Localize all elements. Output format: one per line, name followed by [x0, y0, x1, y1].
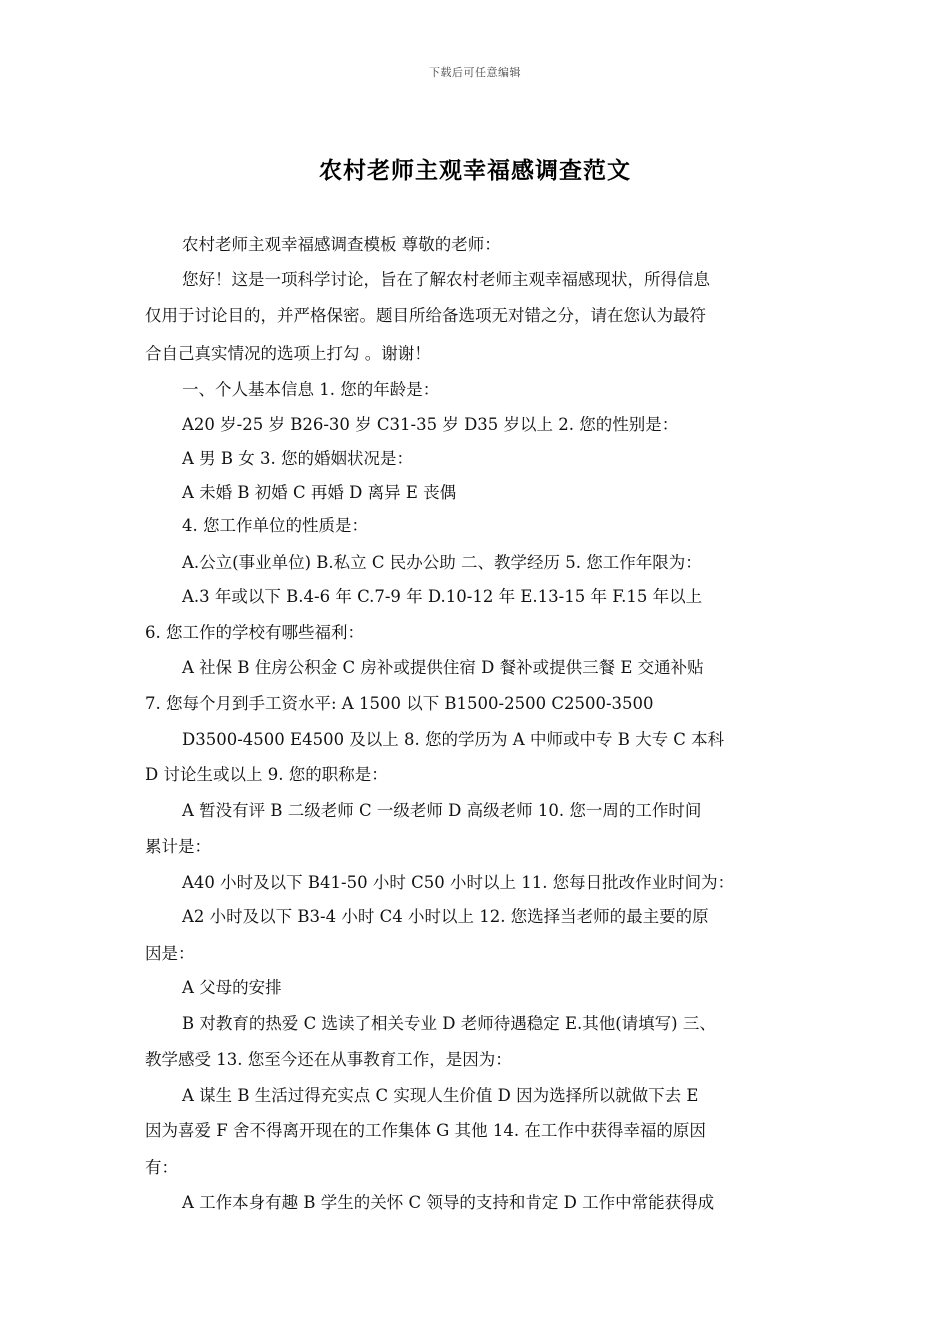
header-note: 下载后可任意编辑 — [429, 66, 521, 79]
body-line: D3500-4500 E4500 及以上 8. 您的学历为 A 中师或中专 B 大专 C 本科 — [182, 730, 725, 749]
body-line: A 男 B 女 3. 您的婚姻状况是： — [182, 449, 414, 468]
body-line: 7. 您每个月到手工资水平: A 1500 以下 B1500-2500 C2500-3500 — [145, 694, 654, 713]
body-line: 农村老师主观幸福感调查模板 尊敬的老师： — [182, 235, 501, 254]
document-title: 农村老师主观幸福感调查范文 — [319, 157, 631, 184]
body-line: B 对教育的热爱 C 选读了相关专业 D 老师待遇稳定 E.其他(请填写) 三、 — [182, 1014, 716, 1033]
body-line: A20 岁-25 岁 B26-30 岁 C31-35 岁 D35 岁以上 2. 您的性别是： — [182, 415, 679, 434]
body-line: 一、个人基本信息 1. 您的年龄是： — [182, 380, 440, 399]
body-line: A 工作本身有趣 B 学生的关怀 C 领导的支持和肯定 D 工作中常能获得成 — [182, 1193, 715, 1212]
body-line: A 父母的安排 — [182, 978, 282, 997]
body-line: 教学感受 13. 您至今还在从事教育工作，是因为： — [145, 1050, 512, 1069]
body-line: 您好！这是一项科学讨论，旨在了解农村老师主观幸福感现状，所得信息 — [182, 270, 710, 289]
body-line: 因为喜爱 F 舍不得离开现在的工作集体 G 其他 14. 在工作中获得幸福的原因 — [145, 1121, 706, 1140]
body-line: 6. 您工作的学校有哪些福利： — [145, 623, 364, 642]
body-line: D 讨论生或以上 9. 您的职称是： — [145, 765, 388, 784]
body-line: A.公立(事业单位) B.私立 C 民办公助 二、教学经历 5. 您工作年限为： — [182, 553, 702, 572]
body-line: A2 小时及以下 B3-4 小时 C4 小时以上 12. 您选择当老师的最主要的原 — [182, 907, 709, 926]
body-line: A40 小时及以下 B41-50 小时 C50 小时以上 11. 您每日批改作业时间为： — [182, 873, 735, 892]
body-line: A.3 年或以下 B.4-6 年 C.7-9 年 D.10-12 年 E.13-15 年 F.15 年以上 — [182, 587, 703, 606]
body-line: 4. 您工作单位的性质是： — [182, 516, 368, 535]
body-line: 因是： — [145, 944, 195, 963]
body-line: A 未婚 B 初婚 C 再婚 D 离异 E 丧偶 — [182, 483, 457, 502]
body-line: 仅用于讨论目的，并严格保密。题目所给备选项无对错之分，请在您认为最符 — [145, 306, 706, 325]
body-line: 有： — [145, 1158, 178, 1177]
body-line: A 谋生 B 生活过得充实点 C 实现人生价值 D 因为选择所以就做下去 E — [182, 1086, 699, 1105]
body-line: 合自己真实情况的选项上打勾 。谢谢！ — [145, 344, 431, 363]
body-line: 累计是： — [145, 837, 211, 856]
body-line: A 暂没有评 B 二级老师 C 一级老师 D 高级老师 10. 您一周的工作时间 — [182, 801, 702, 820]
body-line: A 社保 B 住房公积金 C 房补或提供住宿 D 餐补或提供三餐 E 交通补贴 — [182, 658, 704, 677]
